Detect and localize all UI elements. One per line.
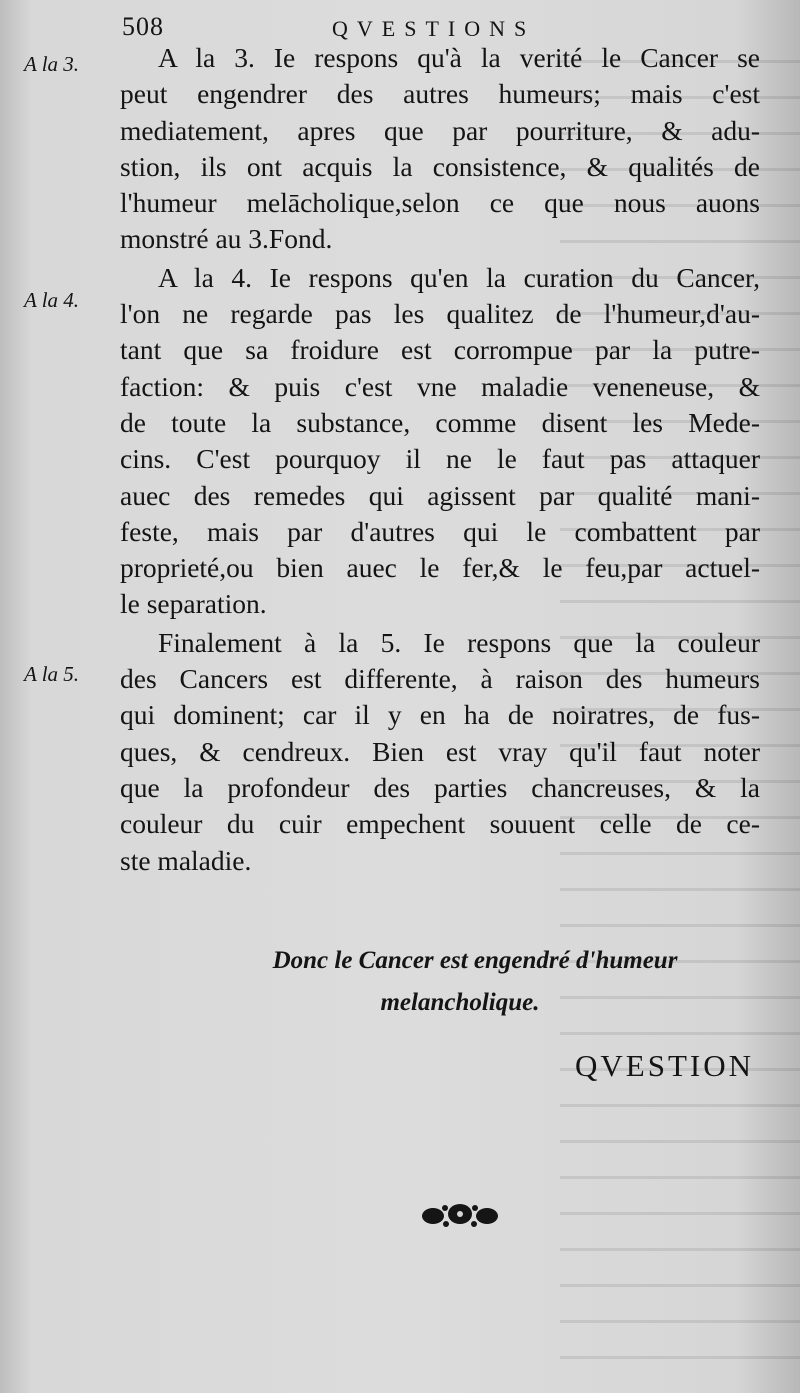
catchword: QVESTION (575, 1048, 754, 1083)
text-line: faction: & puis c'est vne maladie veneneuse, & (120, 370, 760, 402)
text-line: que la profondeur des parties chancreuses, & la (120, 771, 760, 803)
text-line: feste, mais par d'autres qui le combattent par (120, 515, 760, 547)
running-head: QVESTIONS (332, 16, 536, 41)
text-line: tant que sa froidure est corrompue par la putre- (120, 334, 760, 366)
text-line: couleur du cuir empechent souuent celle de ce- (120, 808, 760, 840)
margin-note-3: A la 3. (24, 52, 80, 76)
text-line: ste maladie. (120, 844, 252, 876)
text-line: cins. C'est pourquoy il ne le faut pas attaquer (120, 443, 760, 475)
text-line: de toute la substance, comme disent les Mede- (120, 406, 760, 438)
text-line: proprieté,ou bien auec le fer,& le feu,par actuel- (120, 552, 760, 584)
text-line: des Cancers est differente, à raison des humeurs (120, 663, 760, 695)
text-line: ques, & cendreux. Bien est vray qu'il faut noter (120, 735, 760, 767)
paragraph-reply-5 (120, 625, 760, 879)
printer-fleuron-icon (415, 1196, 505, 1236)
text-line: peut engendrer des autres humeurs; mais c'est (120, 78, 760, 110)
page-number: 508 (122, 12, 164, 41)
text-line: A la 3. Ie respons qu'à la verité le Cancer se (158, 42, 760, 73)
text-line: le separation. (120, 588, 267, 620)
text-line: stion, ils ont acquis la consistence, & qualités de (120, 150, 760, 182)
paragraph-reply-3 (120, 40, 760, 258)
text-line: Finalement à la 5. Ie respons que la couleur (158, 626, 760, 658)
text-line: l'humeur melācholique,selon ce que nous auons (120, 187, 760, 219)
paragraph-reply-4 (120, 260, 760, 623)
text-line: mediatement, apres que par pourriture, & adu- (120, 114, 760, 146)
conclusion (120, 940, 760, 1024)
conclusion-line: Donc le Cancer est engendré d'humeur (272, 947, 678, 974)
text-line: A la 4. Ie respons qu'en la curation du Cancer, (158, 261, 760, 293)
text-line: monstré au 3.Fond. (120, 223, 333, 255)
text-line: qui dominent; car il y en ha de noiratres, de fus- (120, 699, 760, 731)
text-line: auec des remedes qui agissent par qualité mani- (120, 479, 760, 511)
text-line: l'on ne regarde pas les qualitez de l'humeur,d'au- (120, 298, 760, 330)
page-body (120, 40, 760, 881)
margin-note-5: A la 5. (24, 662, 80, 686)
margin-note-4: A la 4. (24, 288, 80, 312)
conclusion-line: melancholique. (380, 989, 540, 1016)
